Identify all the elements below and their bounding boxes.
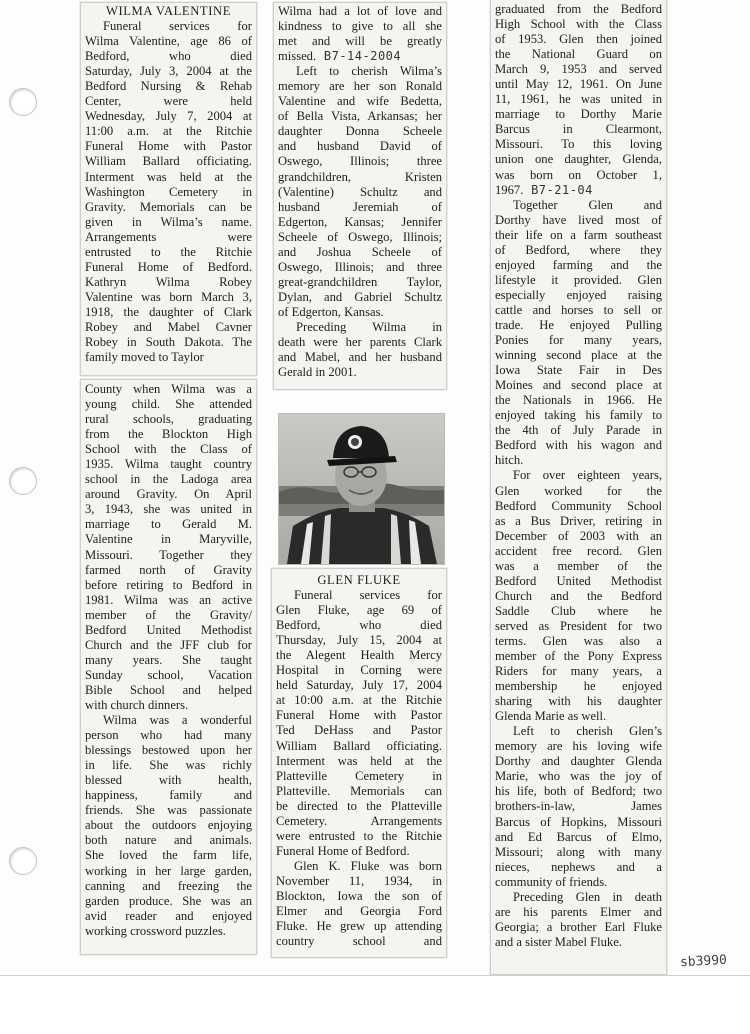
text-line: Preceding Glen in death	[513, 889, 662, 904]
text-line: Wilma Valentine, age 86 of	[85, 34, 252, 49]
text-line: of 1953. Glen then joined	[495, 32, 662, 47]
text-line: Center, were held	[85, 94, 252, 109]
text-line: and Joshua Scheele of	[278, 244, 442, 259]
text-line: 1935. Wilma taught country	[85, 457, 252, 472]
text-line: Together Glen and	[513, 197, 662, 212]
text-line: Glen worked for the	[495, 483, 662, 498]
text-line: Kathryn Wilma Robey	[85, 274, 252, 289]
binder-hole-bottom	[9, 847, 37, 875]
text-line: Missouri. To this loving	[495, 137, 662, 152]
text-line: winning second place at the	[495, 348, 662, 363]
text-line: his life, both of Bedford; two	[495, 784, 662, 799]
text-line: their life on a farm southeast	[495, 227, 662, 242]
handwritten-date: B7-14-2004	[316, 49, 402, 64]
binder-hole-top	[9, 88, 37, 116]
text-line: Ted DeHass and Pastor	[276, 723, 442, 738]
text-line: Barcus in Clearmont,	[495, 122, 662, 137]
text-line: was a member of the	[495, 558, 662, 573]
text-line: especially enjoyed raising	[495, 287, 662, 302]
text-line: member of the Pony Express	[495, 649, 662, 664]
text-line: union one daughter, Glenda,	[495, 152, 662, 167]
text-line: death were her parents Clark	[278, 335, 442, 350]
text-line: lifestyle it provided. Glen	[495, 272, 662, 287]
text-line: Church and the Bedford	[495, 588, 662, 603]
text-line: garden produce. She was an	[85, 893, 252, 908]
text-line: blessed with health,	[85, 773, 252, 788]
text-line: Funeral services for	[103, 19, 252, 34]
scan-bottom-margin	[0, 975, 750, 1034]
text-line: 1981. Wilma was an active	[85, 592, 252, 607]
text-line: both nature and animals.	[85, 833, 252, 848]
text-line: held Saturday, July 17, 2004	[276, 678, 442, 693]
text-line: 11:00 a.m. at the Ritchie	[85, 124, 252, 139]
text-line: Wilma had a lot of love and	[278, 4, 442, 18]
text-line: High School with the Class	[495, 17, 662, 32]
text-line: Funeral Home with Pastor	[85, 139, 252, 154]
text-line: young child. She attended	[85, 397, 252, 412]
wilma-title: WILMA VALENTINE	[105, 4, 231, 18]
text-line: were entrusted to the Ritchie	[276, 828, 442, 843]
text-line: Robey and Mabel Cavner	[85, 319, 252, 334]
text-line: hitch.	[495, 453, 524, 468]
text-line: of Bella Vista, Arkansas; her	[278, 109, 442, 124]
text-line: be directed to the Platteville	[276, 798, 442, 813]
text-line: Wednesday, July 7, 2004 at	[85, 109, 252, 124]
text-line: Interment was held at the	[85, 169, 252, 184]
text-line: given in Wilma’s name.	[85, 214, 252, 229]
glen-clipping-continued	[490, 0, 667, 975]
text-line: (Valentine) Schultz and	[278, 184, 442, 199]
text-line: memory are her son Ronald	[278, 79, 442, 94]
text-line: Interment was held at the	[276, 753, 442, 768]
text-line: family moved to Taylor	[85, 350, 204, 365]
wilma-clipping-top	[80, 2, 257, 376]
text-line: are his parents Elmer and	[495, 904, 662, 919]
text-line: happiness, family and	[85, 788, 252, 803]
text-line: Thursday, July 15, 2004 at	[276, 633, 442, 648]
text-line: November 11, 1934, in	[276, 873, 442, 888]
text-line: Bedford United Methodist	[495, 573, 662, 588]
text-line: Riders for many years, a	[495, 664, 662, 679]
text-line: kindness to give to all she	[278, 19, 442, 34]
text-line: before retiring to Bedford in	[85, 577, 252, 592]
text-line: William Ballard officiating.	[85, 154, 252, 169]
text-line: Funeral Home of Bedford.	[276, 843, 410, 858]
text-line: rural schools, graduating	[85, 412, 252, 427]
text-line: Dylan, and Gabriel Schultz	[278, 289, 442, 304]
wilma-text-part2	[81, 382, 256, 939]
text-line: March 9, 1953 and served	[495, 62, 662, 77]
glen-text-part1	[272, 588, 446, 949]
binder-hole-middle	[9, 467, 37, 495]
text-line: brothers-in-law, James	[495, 799, 662, 814]
text-line: avid reader and enjoyed	[85, 908, 252, 923]
text-line: many years. She taught	[85, 652, 252, 667]
text-line: Fluke. He grew up attending	[276, 919, 442, 934]
text-line: 3, 1943, she was united in	[85, 502, 252, 517]
text-line: and Mabel, and her husband	[278, 350, 442, 365]
text-line: For over eighteen years,	[513, 468, 662, 483]
text-line: grandchildren, Kristen	[278, 169, 442, 184]
text-line: Valentine was born March 3,	[85, 289, 252, 304]
text-line: and Ed Barcus of Elmo,	[495, 829, 662, 844]
wilma-clipping-continued	[273, 2, 447, 390]
text-line: community of friends.	[495, 874, 608, 889]
text-line: Bedford United Methodist	[85, 622, 252, 637]
text-line: 1967. B7-21-04	[495, 182, 593, 197]
text-line: enjoyed taking his family to	[495, 408, 662, 423]
text-line: Bedford Community School	[495, 498, 662, 513]
text-line: Scheele of Oswego, Illinois;	[278, 229, 442, 244]
text-line: entrusted to the Ritchie	[85, 244, 252, 259]
text-line: from the Blockton High	[85, 427, 252, 442]
text-line: about the outdoors enjoying	[85, 818, 252, 833]
text-line: canning and freezing the	[85, 878, 252, 893]
text-line: Blockton, Iowa the son of	[276, 888, 442, 903]
text-line: of Edgerton, Kansas.	[278, 304, 384, 319]
text-line: at 10:00 a.m. at the Ritchie	[276, 693, 442, 708]
text-line: the Alegent Health Mercy	[276, 648, 442, 663]
wilma-clipping-bottom	[80, 379, 257, 955]
text-line: with church dinners.	[85, 697, 189, 712]
text-line: Ponies for many years,	[495, 333, 662, 348]
text-line: graduated from the Bedford	[495, 2, 662, 16]
text-line: Missouri. Together they	[85, 547, 252, 562]
text-line: Edgerton, Kansas; Jennifer	[278, 214, 442, 229]
text-line: great-grandchildren Taylor,	[278, 274, 442, 289]
text-line: marriage to Dorthy Marie	[495, 107, 662, 122]
text-line: Glenda Marie as well.	[495, 709, 607, 724]
text-line: Funeral services for	[294, 588, 442, 603]
glen-fluke-photo	[278, 413, 445, 565]
text-line: and husband David of	[278, 139, 442, 154]
text-line: school in the Ladoga area	[85, 472, 252, 487]
text-line: Bedford with his wagon and	[495, 438, 662, 453]
text-line: Marie, who was the joy of	[495, 769, 662, 784]
text-line: Georgia; a brother Earl Fluke	[495, 919, 662, 934]
text-line: Bible School and helped	[85, 682, 252, 697]
text-line: trade. He enjoyed Pulling	[495, 317, 662, 332]
handwritten-date: B7-21-04	[523, 182, 593, 197]
text-line: She loved the farm life,	[85, 848, 252, 863]
text-line: of Bedford, where they	[495, 242, 662, 257]
text-line: Oswego, Illinois; and three	[278, 259, 442, 274]
glen-title: GLEN FLUKE	[317, 573, 401, 587]
text-line: County when Wilma was a	[85, 382, 252, 396]
text-line: met and will be greatly	[278, 34, 442, 49]
text-line: Iowa State Fair in Des	[495, 363, 662, 378]
text-line: country school and	[276, 934, 442, 949]
text-line: working in her large garden,	[85, 863, 252, 878]
text-line: marriage to Gerald M.	[85, 517, 252, 532]
text-line: Valentine and wife Bedetta,	[278, 94, 442, 109]
text-line: the 4th of July Parade in	[495, 423, 662, 438]
text-line: 1918, the daughter of Clark	[85, 304, 252, 319]
text-line: daughter Donna Scheele	[278, 124, 442, 139]
text-line: Left to cherish Glen’s	[513, 724, 662, 739]
text-line: person who had many	[85, 728, 252, 743]
text-line: December of 2003 with an	[495, 528, 662, 543]
text-line: Sunday school, Vacation	[85, 667, 252, 682]
text-line: terms. Glen was also a	[495, 633, 662, 648]
text-line: Gerald in 2001.	[278, 365, 357, 380]
text-line: Oswego, Illinois; three	[278, 154, 442, 169]
text-line: Robey in South Dakota. The	[85, 335, 252, 350]
text-line: served as President for two	[495, 618, 662, 633]
text-line: Valentine in Maryville,	[85, 532, 252, 547]
text-line: blessings bestowed upon her	[85, 743, 252, 758]
text-line: Hospital in Corning were	[276, 663, 442, 678]
text-line: membership he enjoyed	[495, 679, 662, 694]
text-line: memory are his loving wife	[495, 739, 662, 754]
text-line: Preceding Wilma in	[296, 319, 442, 334]
glen-text-part2	[491, 2, 666, 950]
text-line: in life. She was richly	[85, 758, 252, 773]
text-line: 11, 1961, he was united in	[495, 92, 662, 107]
text-line: Church and the JFF club for	[85, 637, 252, 652]
text-line: Platteville. Memorials can	[276, 783, 442, 798]
text-line: enjoyed farming and the	[495, 257, 662, 272]
text-line: the National Guard on	[495, 47, 662, 62]
text-line: Glen K. Fluke was born	[294, 858, 442, 873]
text-line: Saddle Club where he	[495, 603, 662, 618]
text-line: Wilma was a wonderful	[103, 713, 252, 728]
text-line: Dorthy and daughter Glenda	[495, 754, 662, 769]
text-line: was born on October 1,	[495, 167, 662, 182]
text-line: Funeral Home of Bedford.	[85, 259, 252, 274]
text-line: Bedford, who died	[276, 618, 442, 633]
wilma-text-part1	[81, 19, 256, 365]
text-line: as a Bus Driver, retiring in	[495, 513, 662, 528]
glen-clipping-start	[271, 568, 447, 958]
text-line: Glen Fluke, age 69 of	[276, 603, 442, 618]
text-line: Moines and second place at	[495, 378, 662, 393]
text-line: School with the Class of	[85, 442, 252, 457]
text-line: Washington Cemetery in	[85, 184, 252, 199]
text-line: farmed north of Gravity	[85, 562, 252, 577]
text-line: and a sister Mabel Fluke.	[495, 934, 622, 949]
text-line: Bedford, who died	[85, 49, 252, 64]
text-line: cattle and horses to sell or	[495, 302, 662, 317]
text-line: around Gravity. On April	[85, 487, 252, 502]
text-line: Arrangements were	[85, 229, 252, 244]
text-line: Missouri; along with many	[495, 844, 662, 859]
text-line: William Ballard officiating.	[276, 738, 442, 753]
wilma-text-part3	[274, 4, 446, 380]
text-line: Barcus of Hopkins, Missouri	[495, 814, 662, 829]
text-line: the Nationals in 1966. He	[495, 393, 662, 408]
archive-note: sb3990	[679, 952, 728, 971]
text-line: until May 12, 1961. On June	[495, 77, 662, 92]
text-line: accident free record. Glen	[495, 543, 662, 558]
text-line: missed. B7-14-2004	[278, 49, 402, 64]
text-line: friends. She was passionate	[85, 803, 252, 818]
text-line: Left to cherish Wilma’s	[296, 64, 442, 79]
text-line: Dorthy have lived most of	[495, 212, 662, 227]
portrait-image	[279, 414, 444, 564]
text-line: husband Jeremiah of	[278, 199, 442, 214]
text-line: Funeral Home with Pastor	[276, 708, 442, 723]
text-line: Elmer and Georgia Ford	[276, 904, 442, 919]
text-line: working crossword puzzles.	[85, 923, 226, 938]
text-line: Cemetery. Arrangements	[276, 813, 442, 828]
text-line: Saturday, July 3, 2004 at the	[85, 64, 252, 79]
text-line: sharing with his daughter	[495, 694, 662, 709]
text-line: nieces, nephews and a	[495, 859, 662, 874]
text-line: Bedford Nursing & Rehab	[85, 79, 252, 94]
text-line: Gravity. Memorials can be	[85, 199, 252, 214]
text-line: member of the Gravity/	[85, 607, 252, 622]
text-line: Platteville Cemetery in	[276, 768, 442, 783]
